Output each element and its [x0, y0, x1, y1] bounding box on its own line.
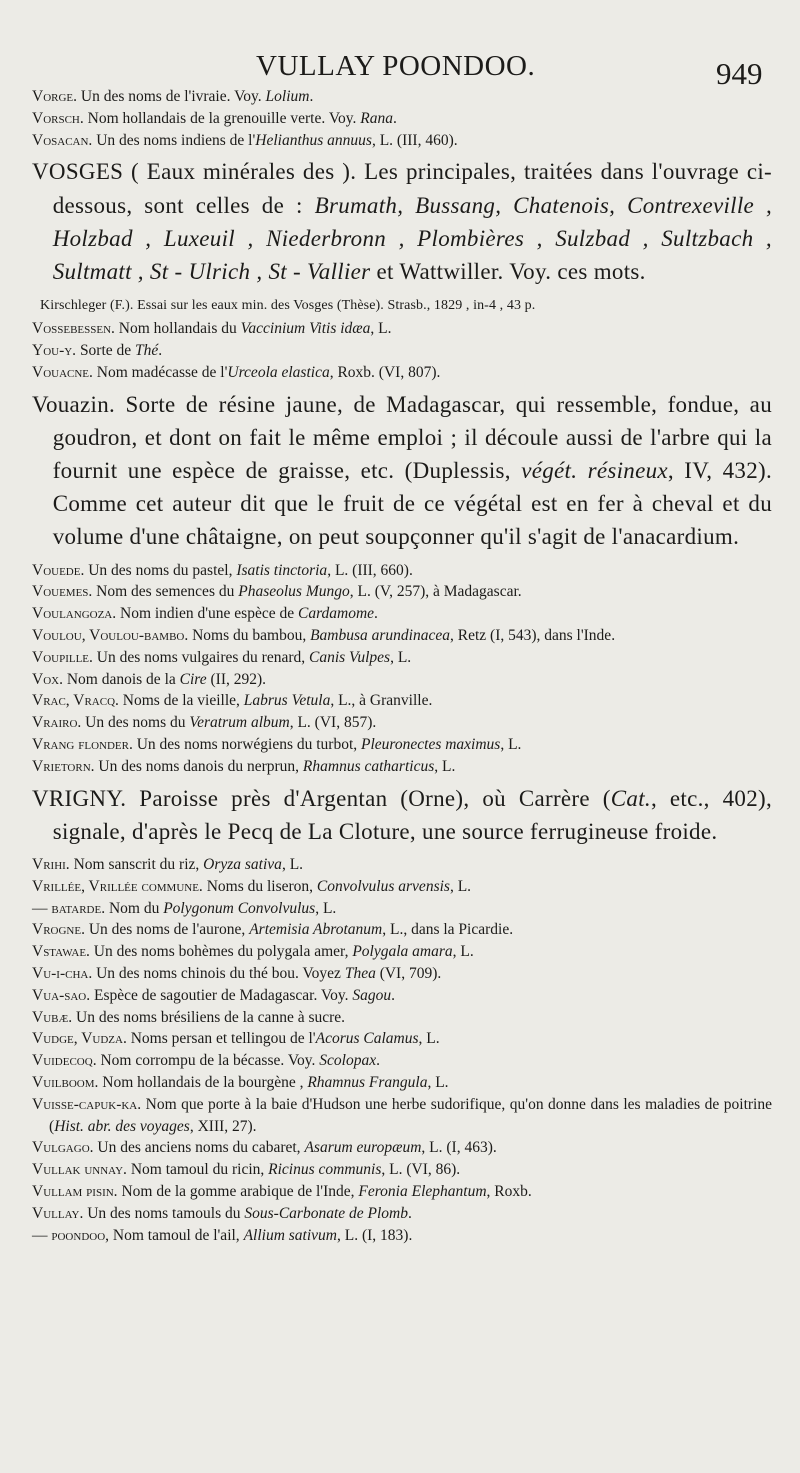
- entry-tail: , L.: [500, 735, 522, 753]
- entry-italic: Bambusa arundinacea: [310, 627, 450, 644]
- entry-vrillee-batarde: [32, 898, 772, 920]
- entry-vu-i-cha: [32, 963, 772, 985]
- entry-text: Un des noms indiens de l': [92, 131, 256, 149]
- entry-headword: Vuisse-capuk-ka.: [32, 1095, 142, 1113]
- entry-text: Nom tamoul du ricin,: [126, 1161, 269, 1179]
- entry-italic: Cat.: [610, 785, 651, 811]
- entry-vudge: [32, 1028, 772, 1050]
- entry-headword: Vstawae.: [32, 943, 90, 961]
- entry-headword: VRIGNY.: [32, 785, 127, 811]
- entry-vox: [32, 669, 772, 691]
- entry-vrairo: [32, 712, 772, 734]
- entry-headword: Vorge.: [32, 88, 78, 105]
- entry-headword: VOSGES: [32, 159, 124, 185]
- entry-text: Un des noms vulgaires du renard,: [92, 648, 309, 666]
- entry-italic: Oryza sativa: [203, 855, 282, 873]
- entry-italic: végét. résineux: [521, 458, 668, 483]
- entry-text: Paroisse près d'Argentan (Orne), où Carrère (: [126, 785, 611, 811]
- entry-tail: , L. (I, 463).: [421, 1139, 497, 1157]
- entry-vouacne: [32, 362, 772, 384]
- entry-headword: Vrac, Vracq.: [32, 692, 119, 710]
- entry-tail: , L.: [434, 757, 456, 775]
- entry-headword: Vossebessen.: [32, 320, 115, 338]
- entry-tail: .: [407, 1204, 412, 1222]
- entry-headword: Vouazin.: [32, 391, 116, 417]
- entry-headword: Vubæ.: [32, 1008, 73, 1026]
- entry-vua-sao: [32, 985, 772, 1007]
- entry-tail: .: [376, 1052, 380, 1070]
- entry-italic: Convolvulus arvensis: [316, 877, 450, 895]
- entry-text: Un des noms du pastel,: [84, 561, 237, 579]
- entry-tail: .: [309, 88, 314, 105]
- entry-italic: Asarum europæum: [304, 1139, 422, 1157]
- entry-vorsch: [32, 108, 772, 130]
- entry-italic: Scolopax: [319, 1052, 377, 1070]
- entry-headword: Vullam pisin.: [32, 1182, 118, 1200]
- entry-vubae: [32, 1007, 772, 1029]
- entry-italic: Artemisia Abrotanum: [249, 921, 383, 939]
- entry-headword: — batarde.: [32, 899, 106, 917]
- entry-italic: Phaseolus Mungo: [238, 583, 350, 601]
- entry-tail: , L.: [427, 1073, 449, 1091]
- entry-vrac: [32, 690, 772, 712]
- entry-text: Nom madécasse de l': [92, 363, 228, 381]
- entry-italic: Sagou: [352, 986, 392, 1004]
- entry-vuisse-capuk-ka: [32, 1094, 772, 1138]
- entry-tail: , XIII, 27).: [189, 1117, 257, 1135]
- entry-headword: Voulangoza.: [32, 605, 117, 623]
- entry-tail: , IV, 432). Comme cet auteur dit que le fruit de ce végétal est en fer à cheval et du volume d'une châtaigne, on peut soupçonner qu'il s'agit de l'anacardium.: [52, 458, 773, 550]
- entry-italic: Acorus Calamus: [315, 1030, 419, 1048]
- entry-italic: Rhamnus catharticus: [302, 757, 435, 775]
- entry-headword: Vouacne.: [32, 363, 93, 381]
- entry-tail: , Retz (I, 543), dans l'Inde.: [450, 627, 616, 644]
- entry-italic: Ricinus communis: [268, 1161, 382, 1179]
- entry-headword: Voupille.: [32, 648, 93, 666]
- entry-headword: Vudge, Vudza.: [32, 1030, 127, 1048]
- entry-headword: Vrogne.: [32, 921, 85, 939]
- entry-tail: , L. (VI, 857).: [289, 714, 377, 732]
- entry-text: Nom sanscrit du riz,: [69, 855, 204, 873]
- entry-voupille: [32, 647, 772, 669]
- entry-vrietorn: [32, 756, 772, 778]
- entry-vorge: [32, 86, 772, 108]
- entry-tail: , etc., 402), signale, d'après le Pecq de La Cloture, une source ferrugineuse froide.: [52, 785, 772, 844]
- entry-text: Nom hollandais de la bourgène ,: [98, 1073, 308, 1091]
- entry-headword: Vullak unnay.: [32, 1161, 127, 1179]
- entry-headword: Voulou, Voulou-bambo.: [32, 627, 189, 644]
- entry-italic: Thé: [135, 342, 159, 359]
- entry-italic: Vaccinium Vitis idæa: [240, 320, 371, 338]
- entry-headword: Vua-sao.: [32, 986, 91, 1004]
- entry-voulangoza: [32, 603, 772, 625]
- entry-headword: Vrihi.: [32, 855, 70, 873]
- entry-vosacan: [32, 130, 772, 152]
- entry-italic: Allium sativum: [243, 1226, 337, 1244]
- entry-text: Nom indien d'une espèce de: [116, 605, 298, 623]
- entry-italic: Polygonum Convolvulus: [163, 899, 316, 917]
- entry-text: Un des anciens noms du cabaret,: [93, 1139, 305, 1157]
- entry-tail: , Roxb.: [486, 1182, 532, 1200]
- entry-text: Nom hollandais du: [114, 320, 241, 338]
- entry-italic: Polygala amara: [352, 943, 453, 961]
- entry-text: Un des noms chinois du thé bou. Voyez: [92, 964, 345, 982]
- entry-italic: Sous-Carbonate de Plomb: [244, 1204, 408, 1222]
- entry-vullay: [32, 1203, 772, 1225]
- entry-tail: , L. (VI, 86).: [381, 1161, 461, 1179]
- entry-tail: , L. (I, 183).: [337, 1226, 413, 1244]
- entry-italic: Veratrum album: [189, 714, 290, 732]
- entry-text: Un des noms bohèmes du polygala amer,: [89, 943, 353, 961]
- entry-tail: , Roxb. (VI, 807).: [329, 363, 441, 381]
- entry-tail: .: [392, 109, 397, 127]
- entry-vosges: [32, 155, 772, 288]
- entry-tail: .: [374, 605, 378, 623]
- entry-tail: , L.: [370, 320, 392, 338]
- entry-text: Un des noms de l'aurone,: [84, 921, 250, 939]
- entry-italic: Canis Vulpes: [309, 648, 391, 666]
- entry-text: Nom du: [105, 899, 164, 917]
- entry-italic: Urceola elastica: [227, 363, 330, 381]
- entry-text: Nom que porte à la baie d'Hudson une herbe sudorifique, qu'on donne dans les maladies de poitrine (: [49, 1095, 772, 1135]
- entry-tail: , L.: [452, 943, 474, 961]
- entry-text: Un des noms brésiliens de la canne à sucre.: [72, 1008, 346, 1026]
- entry-text: Nom corrompu de la bécasse. Voy.: [96, 1052, 320, 1070]
- entry-headword: Vrang flonder.: [32, 735, 133, 753]
- entry-headword: Vorsch.: [32, 109, 84, 127]
- entry-headword: Vuilboom.: [32, 1073, 99, 1091]
- entry-text: Sorte de résine jaune, de Madagascar, qui ressemble, fondue, au goudron, et dont on fait le même emploi ; il découle aussi de l'arbre qui la fournit une espèce de graisse, etc. (Duplessis,: [52, 391, 772, 483]
- entry-headword: You-y.: [32, 342, 77, 359]
- entries-column: [32, 86, 772, 1246]
- entry-italic: Feronia Elephantum: [358, 1182, 487, 1200]
- running-head: [0, 50, 800, 90]
- entry-text: Espèce de sagoutier de Madagascar. Voy.: [90, 986, 353, 1004]
- entry-text: Noms du liseron,: [202, 877, 317, 895]
- bibliography-text: Kirschleger (F.). Essai sur les eaux min. des Vosges (Thèse). Strasb., 1829 , in-4 , 43 p.: [40, 298, 536, 314]
- entry-tail: , L. (III, 460).: [371, 131, 458, 149]
- entry-italic: Thea: [344, 964, 376, 982]
- running-head-title: VULLAY POONDOO.: [256, 50, 536, 82]
- entry-vullak-unnay: [32, 1159, 772, 1181]
- entry-text: Un des noms norwégiens du turbot,: [132, 735, 362, 753]
- entry-vouemes: [32, 581, 772, 603]
- entry-vulgago: [32, 1137, 772, 1159]
- entry-italic: Cire: [179, 670, 207, 688]
- entry-vullam-pisin: [32, 1181, 772, 1203]
- entry-tail: , L. (V, 257), à Madagascar.: [349, 583, 522, 601]
- entry-tail: .: [391, 986, 396, 1004]
- entry-italic: Rana: [360, 109, 393, 127]
- entry-text: Un des noms tamouls du: [83, 1204, 245, 1222]
- entry-italic: Lolium: [265, 88, 310, 105]
- entry-headword: Vrietorn.: [32, 757, 95, 775]
- entry-headword: Vrairo.: [32, 714, 82, 732]
- entry-text: Nom tamoul de l'ail,: [109, 1226, 244, 1244]
- entry-italic: Rhamnus Frangula: [307, 1073, 428, 1091]
- entry-tail: .: [158, 342, 163, 359]
- entry-text: Nom des semences du: [92, 583, 239, 601]
- entry-vstawae: [32, 941, 772, 963]
- entry-italic: Pleuronectes maximus: [361, 735, 501, 753]
- entry-text: ( Eaux minérales des ). Les principales, traitées dans l'ouvrage ci-dessous, sont celles de :: [52, 159, 772, 218]
- entry-tail: , L.: [390, 648, 412, 666]
- entry-italic: Isatis tinctoria: [236, 561, 328, 579]
- entry-vuilboom: [32, 1072, 772, 1094]
- entry-italic: Hist. abr. des voyages: [54, 1117, 190, 1135]
- entry-italic: Helianthus annuus: [255, 131, 372, 149]
- entry-tail: et Wattwiller. Voy. ces mots.: [370, 259, 646, 284]
- entry-headword: Vox.: [32, 670, 63, 688]
- entry-text: Sorte de: [76, 342, 136, 359]
- entry-text: Noms de la vieille,: [118, 692, 244, 710]
- entry-vou-y: [32, 340, 772, 362]
- entry-text: Nom danois de la: [62, 670, 180, 688]
- entry-headword: Vrillée, Vrillée commune.: [32, 877, 203, 895]
- entry-vossebessen: [32, 318, 772, 340]
- entry-headword: — poondoo,: [32, 1226, 110, 1244]
- entry-vrogne: [32, 919, 772, 941]
- entry-text: Noms du bambou,: [188, 627, 311, 644]
- entry-headword: Vouede.: [32, 561, 85, 579]
- entry-vrigny: [32, 782, 772, 848]
- entry-italic: Brumath, Bussang, Chatenois, Contrexeville , Holzbad , Luxeuil , Niederbronn , Plombières , Sulzbad , Sultzbach , Sultmatt , St - Ulrich , St - Vallier: [52, 192, 772, 284]
- entry-headword: Vosacan.: [32, 131, 93, 149]
- entry-text: Un des noms danois du nerprun,: [94, 757, 303, 775]
- entry-headword: Vu-i-cha.: [32, 964, 93, 982]
- entry-tail: , L., dans la Picardie.: [382, 921, 514, 939]
- entry-text: Un des noms du: [81, 714, 190, 732]
- entry-headword: Vullay.: [32, 1204, 84, 1222]
- entry-tail: (VI, 709).: [375, 964, 442, 982]
- entry-vullay-poondoo: [32, 1225, 772, 1247]
- bibliography-kirschleger: [32, 294, 772, 318]
- entry-italic: Labrus Vetula: [243, 692, 331, 710]
- entry-headword: Vouemes.: [32, 583, 93, 601]
- entry-text: Nom de la gomme arabique de l'Inde,: [117, 1182, 359, 1200]
- entry-tail: , L., à Granville.: [330, 692, 433, 710]
- entry-tail: , L. (III, 660).: [327, 561, 413, 579]
- entry-tail: , L.: [315, 899, 337, 917]
- entry-vouede: [32, 560, 772, 582]
- entry-vouazin: [32, 388, 772, 554]
- entry-tail: , L.: [281, 855, 304, 873]
- entry-text: Noms persan et tellingou de l': [126, 1030, 316, 1048]
- entry-tail: (II, 292).: [206, 670, 267, 688]
- entry-text: Un des noms de l'ivraie. Voy.: [77, 88, 266, 105]
- entry-italic: Cardamome: [297, 605, 375, 623]
- entry-tail: , L.: [449, 877, 472, 895]
- entry-vuidecoq: [32, 1050, 772, 1072]
- entry-vrillee: [32, 876, 772, 898]
- entry-vrihi: [32, 854, 772, 876]
- page-number: 949: [716, 56, 763, 91]
- entry-headword: Vulgago.: [32, 1139, 94, 1157]
- entry-tail: , L.: [418, 1030, 440, 1048]
- entry-vrang-flonder: [32, 734, 772, 756]
- entry-text: Nom hollandais de la grenouille verte. Voy.: [83, 109, 361, 127]
- entry-voulou: [32, 625, 772, 647]
- entry-headword: Vuidecoq.: [32, 1052, 97, 1070]
